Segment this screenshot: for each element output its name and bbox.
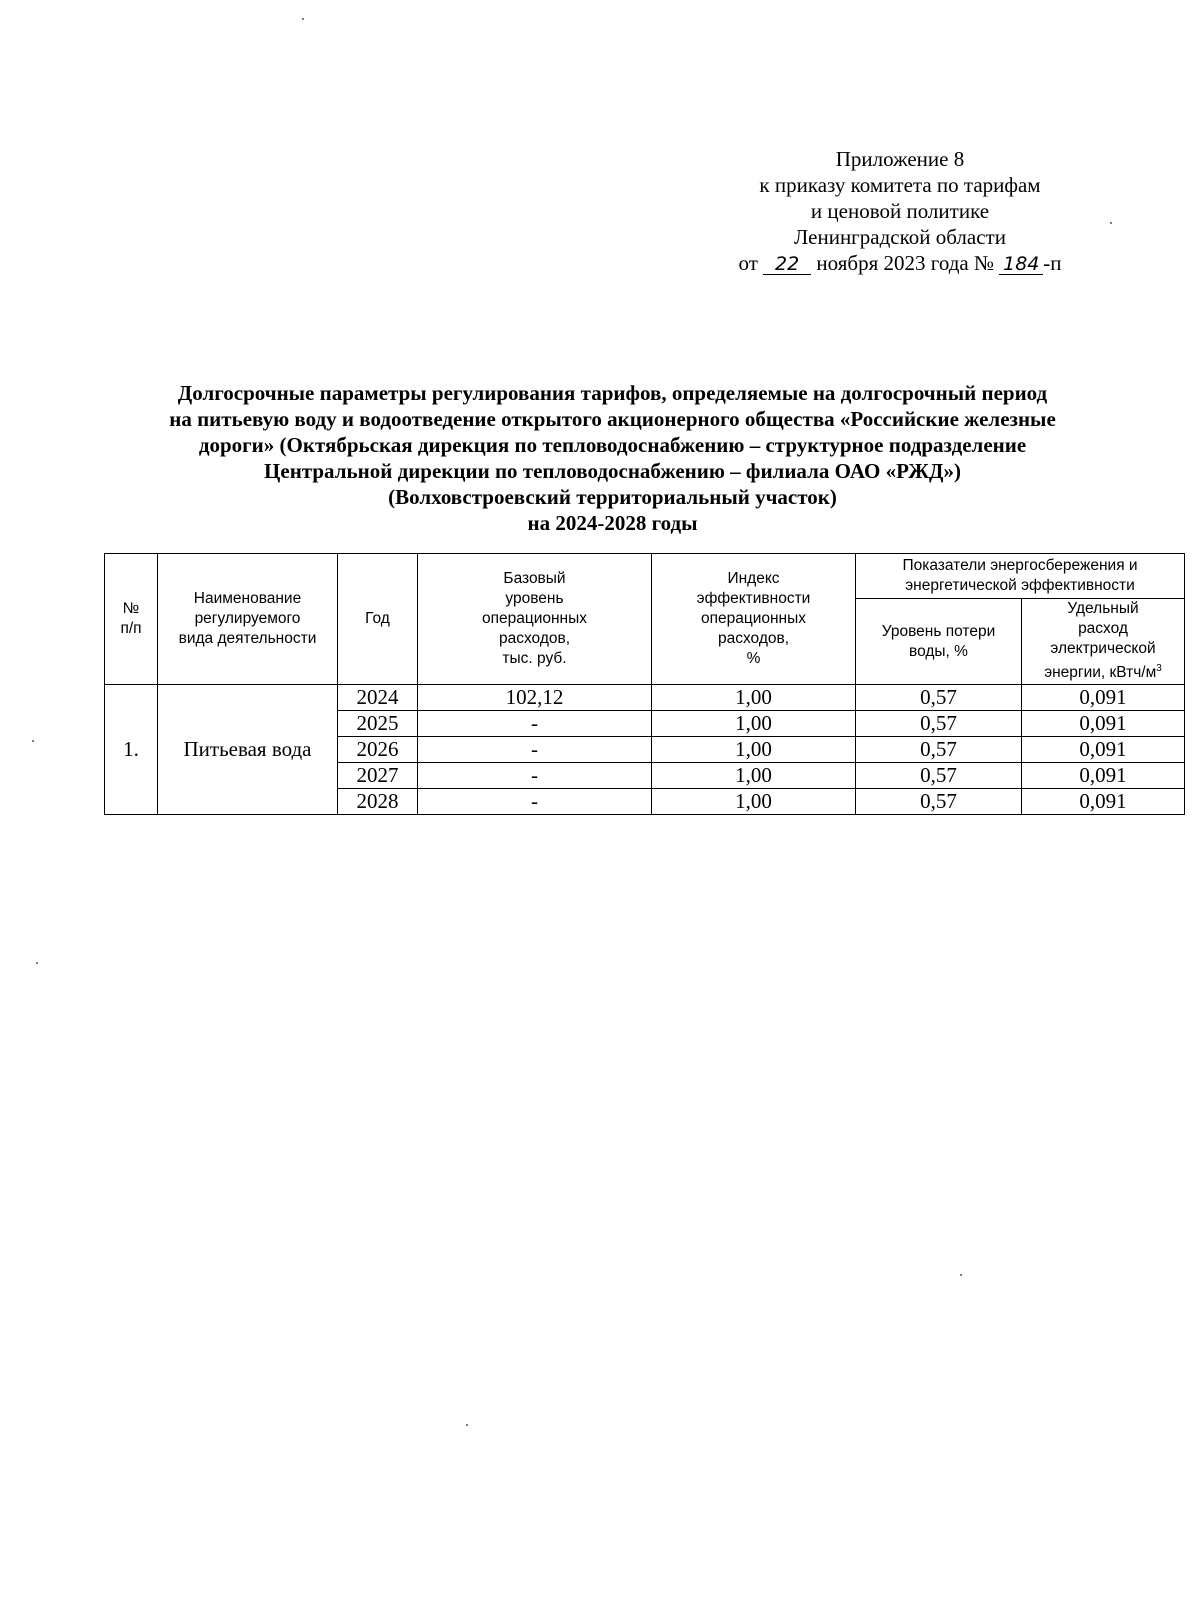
header-text: вида деятельности	[178, 630, 317, 647]
scan-speck	[36, 962, 38, 964]
header-text: электрической	[1050, 640, 1156, 658]
header-number	[105, 554, 158, 685]
annex-line: и ценовой политике	[810, 199, 990, 223]
header-text: операционных	[481, 610, 588, 627]
date-prefix: от	[738, 251, 758, 275]
annex-line: Приложение 8	[835, 147, 965, 171]
cell-loss: 0,57	[856, 763, 1022, 789]
cell-year: 2026	[338, 737, 418, 763]
cell-loss: 0,57	[856, 789, 1022, 815]
header-text: воды, %	[909, 642, 968, 660]
cell-energy: 0,091	[1022, 711, 1185, 737]
superscript: 3	[1156, 663, 1162, 675]
scan-speck	[32, 740, 34, 742]
header-text: расходов,	[498, 630, 571, 647]
header-text	[1022, 659, 1184, 683]
header-efficiency-index	[652, 554, 856, 685]
cell-index: 1,00	[652, 789, 856, 815]
cell-base: -	[418, 711, 652, 737]
header-year	[338, 554, 418, 685]
header-text: Наименование	[193, 590, 302, 607]
header-specific-energy	[1022, 599, 1185, 685]
header-base-opex	[418, 554, 652, 685]
cell-index: 1,00	[652, 711, 856, 737]
title-line: Центральной дирекции по тепловодоснабжению – филиала ОАО «РЖД»)	[264, 459, 961, 483]
tariff-parameters-table	[104, 553, 1185, 815]
annex-line: к приказу комитета по тарифам	[759, 173, 1041, 197]
header-text: Базовый	[503, 570, 566, 587]
handwritten-day: 22	[763, 254, 811, 275]
cell-energy: 0,091	[1022, 685, 1185, 711]
header-water-loss	[856, 599, 1022, 685]
activity-name: Питьевая вода	[158, 685, 338, 815]
cell-loss: 0,57	[856, 711, 1022, 737]
header-text: Год	[365, 610, 390, 627]
header-text: %	[746, 650, 761, 667]
header-text: расходов,	[717, 630, 790, 647]
title-line: (Волховстроевский территориальный участок)	[388, 485, 837, 509]
cell-index: 1,00	[652, 685, 856, 711]
document-title	[90, 380, 1135, 536]
scan-speck	[466, 1424, 468, 1426]
cell-base: -	[418, 763, 652, 789]
header-text-part: энергии, кВтч/м	[1044, 664, 1157, 682]
title-line: на питьевую воду и водоотведение открытого акционерного общества «Российские железные	[169, 407, 1056, 431]
cell-year: 2027	[338, 763, 418, 789]
header-text: расход	[1078, 620, 1128, 638]
annex-date-line	[690, 250, 1110, 276]
header-text: тыс. руб.	[502, 650, 567, 667]
header-text: энергетической эффективности	[905, 577, 1135, 594]
header-text: Удельный	[1067, 600, 1139, 618]
header-text: регулируемого	[194, 610, 301, 627]
cell-base: 102,12	[418, 685, 652, 711]
order-suffix: -п	[1043, 251, 1062, 275]
cell-year: 2024	[338, 685, 418, 711]
header-text: уровень	[505, 590, 564, 607]
cell-year: 2028	[338, 789, 418, 815]
cell-energy: 0,091	[1022, 789, 1185, 815]
cell-energy: 0,091	[1022, 763, 1185, 789]
cell-base: -	[418, 737, 652, 763]
title-line: на 2024-2028 годы	[527, 511, 698, 535]
date-rest: ноября 2023 года №	[816, 251, 995, 275]
row-number: 1.	[105, 685, 158, 815]
header-text: Уровень потери	[881, 622, 996, 640]
scan-speck	[1110, 222, 1112, 224]
annex-header	[690, 146, 1110, 276]
cell-year: 2025	[338, 711, 418, 737]
header-text: операционных	[700, 610, 807, 627]
scan-speck	[960, 1274, 962, 1276]
cell-base: -	[418, 789, 652, 815]
cell-index: 1,00	[652, 763, 856, 789]
title-line: Долгосрочные параметры регулирования тарифов, определяемые на долгосрочный период	[177, 381, 1048, 405]
cell-loss: 0,57	[856, 737, 1022, 763]
cell-index: 1,00	[652, 737, 856, 763]
header-text: Индекс	[727, 570, 780, 587]
cell-energy: 0,091	[1022, 737, 1185, 763]
header-text: №	[122, 600, 140, 617]
header-text: Показатели энергосбережения и	[902, 557, 1138, 574]
header-text: п/п	[120, 620, 142, 637]
header-text: эффективности	[696, 590, 811, 607]
table-row	[105, 685, 1185, 711]
handwritten-order-number: 184	[999, 254, 1043, 275]
header-activity	[158, 554, 338, 685]
annex-line: Ленинградской области	[794, 225, 1006, 249]
scan-speck	[302, 18, 304, 20]
header-energy-group	[856, 554, 1185, 599]
title-line: дороги» (Октябрьская дирекция по тепловодоснабжению – структурное подразделение	[198, 433, 1027, 457]
cell-loss: 0,57	[856, 685, 1022, 711]
